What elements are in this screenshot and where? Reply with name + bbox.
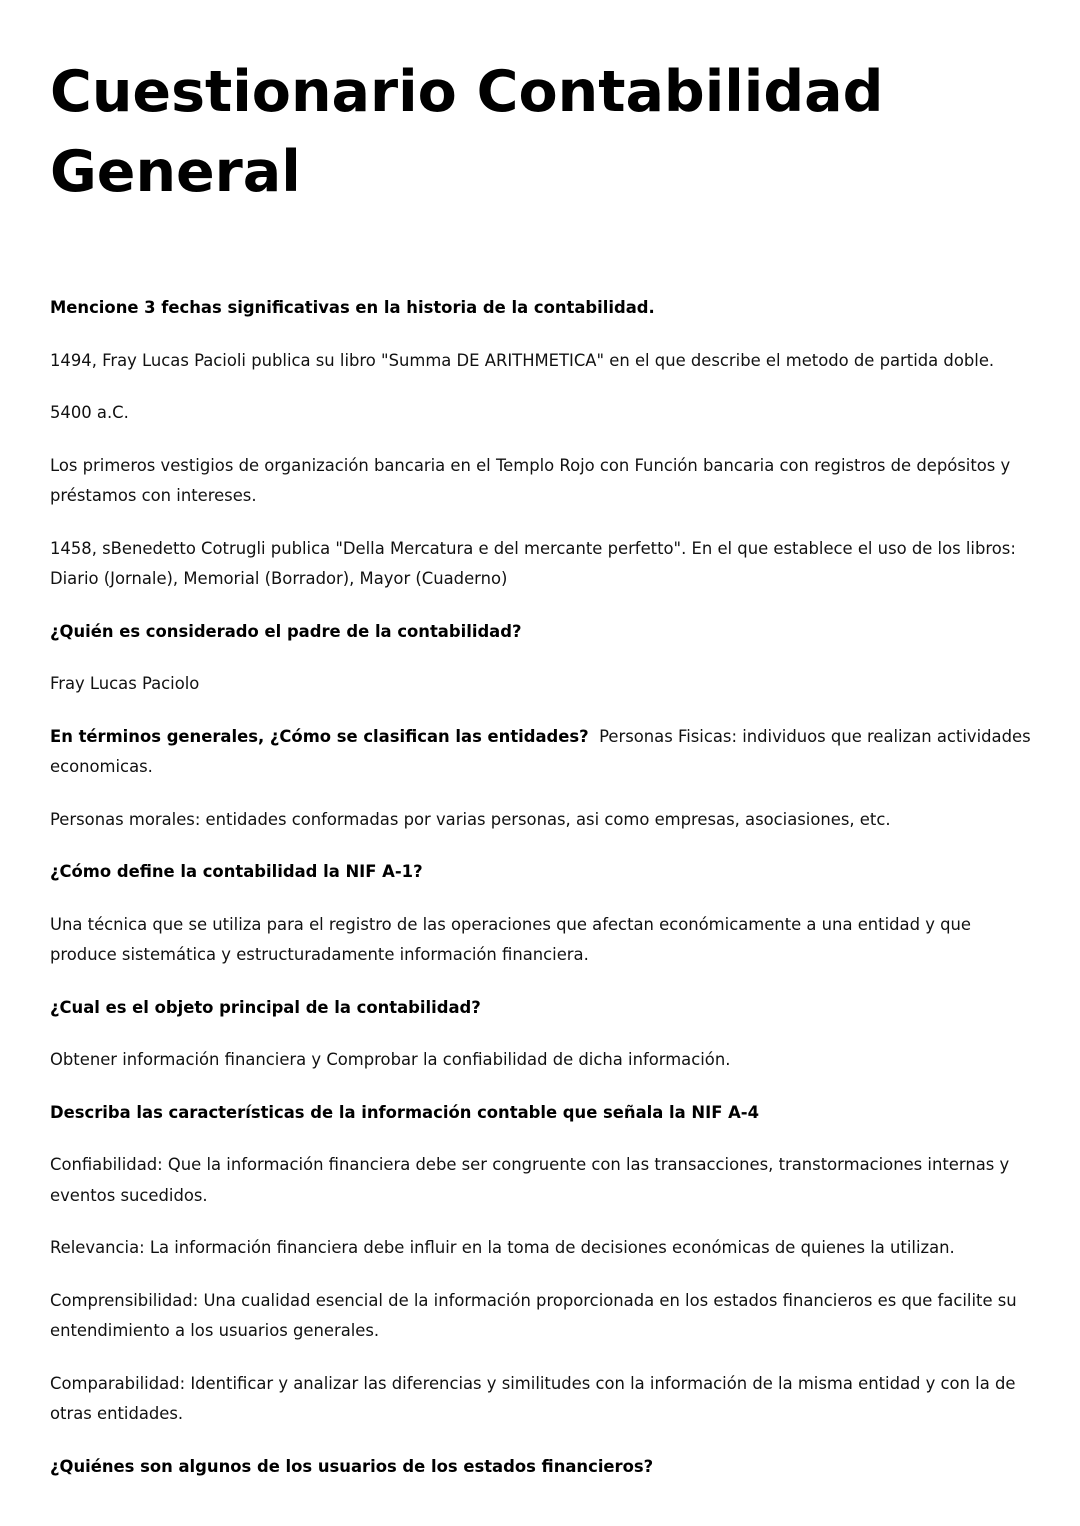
answer-5400-bc: 5400 a.C. xyxy=(50,403,129,422)
answer-confiabilidad: Confiabilidad: Que la información financiera debe ser congruente con las transacciones, transtormaciones internas y eventos sucedidos. xyxy=(50,1155,1010,1205)
question-historical-dates: Mencione 3 fechas significativas en la historia de la contabilidad. xyxy=(50,298,655,317)
answer-nif-a1: Una técnica que se utiliza para el registro de las operaciones que afectan económicamente a una entidad y que produce sistemática y estructuradamente información financiera. xyxy=(50,914,972,964)
answer-1494: 1494, Fray Lucas Pacioli publica su libro "Summa DE ARITHMETICA" en el que describe el metodo de partida doble. xyxy=(50,350,995,370)
document-page xyxy=(50,0,1035,1504)
answer-main-objective: Obtener información financiera y Comprobar la confiabilidad de dicha información. xyxy=(50,1050,731,1069)
answer-relevancia: Relevancia: La información financiera debe influir en la toma de decisiones económicas de quienes la utilizan. xyxy=(50,1238,955,1257)
answer-1458: 1458, sBenedetto Cotrugli publica "Della Mercatura e del mercante perfetto". En el que establece el uso de los libros: Diario (Jornale), Memorial (Borrador), Mayor (Cuaderno) xyxy=(50,538,1016,588)
document-body xyxy=(50,293,1035,1482)
question-entity-classification: En términos generales, ¿Cómo se clasifican las entidades? xyxy=(50,726,589,746)
answer-comprensibilidad: Comprensibilidad: Una cualidad esencial de la información proporcionada en los estados financieros es que facilite su entendimiento a los usuarios generales. xyxy=(50,1290,1017,1340)
answer-comparabilidad: Comparabilidad: Identificar y analizar las diferencias y similitudes con la información de la misma entidad y con la de otras entidades. xyxy=(50,1373,1016,1423)
answer-personas-morales: Personas morales: entidades conformadas por varias personas, asi como empresas, asociasiones, etc. xyxy=(50,809,891,829)
answer-templo-rojo: Los primeros vestigios de organización bancaria en el Templo Rojo con Función bancaria con registros de depósitos y préstamos con intereses. xyxy=(50,455,1011,505)
answer-personas-fisicas: Personas Fisicas: individuos que realizan actividades economicas. xyxy=(50,726,1031,776)
question-financial-statement-users: ¿Quiénes son algunos de los usuarios de los estados financieros? xyxy=(50,1456,654,1476)
page-title: Cuestionario Contabilidad General xyxy=(50,59,884,205)
question-father-of-accounting: ¿Quién es considerado el padre de la contabilidad? xyxy=(50,621,522,641)
question-nif-a4: Describa las características de la información contable que señala la NIF A-4 xyxy=(50,1102,760,1122)
question-main-objective: ¿Cual es el objeto principal de la contabilidad? xyxy=(50,997,481,1017)
question-nif-a1: ¿Cómo define la contabilidad la NIF A-1? xyxy=(50,862,423,881)
question-entity-classification-paragraph xyxy=(50,722,1035,783)
answer-father-of-accounting: Fray Lucas Paciolo xyxy=(50,674,200,693)
